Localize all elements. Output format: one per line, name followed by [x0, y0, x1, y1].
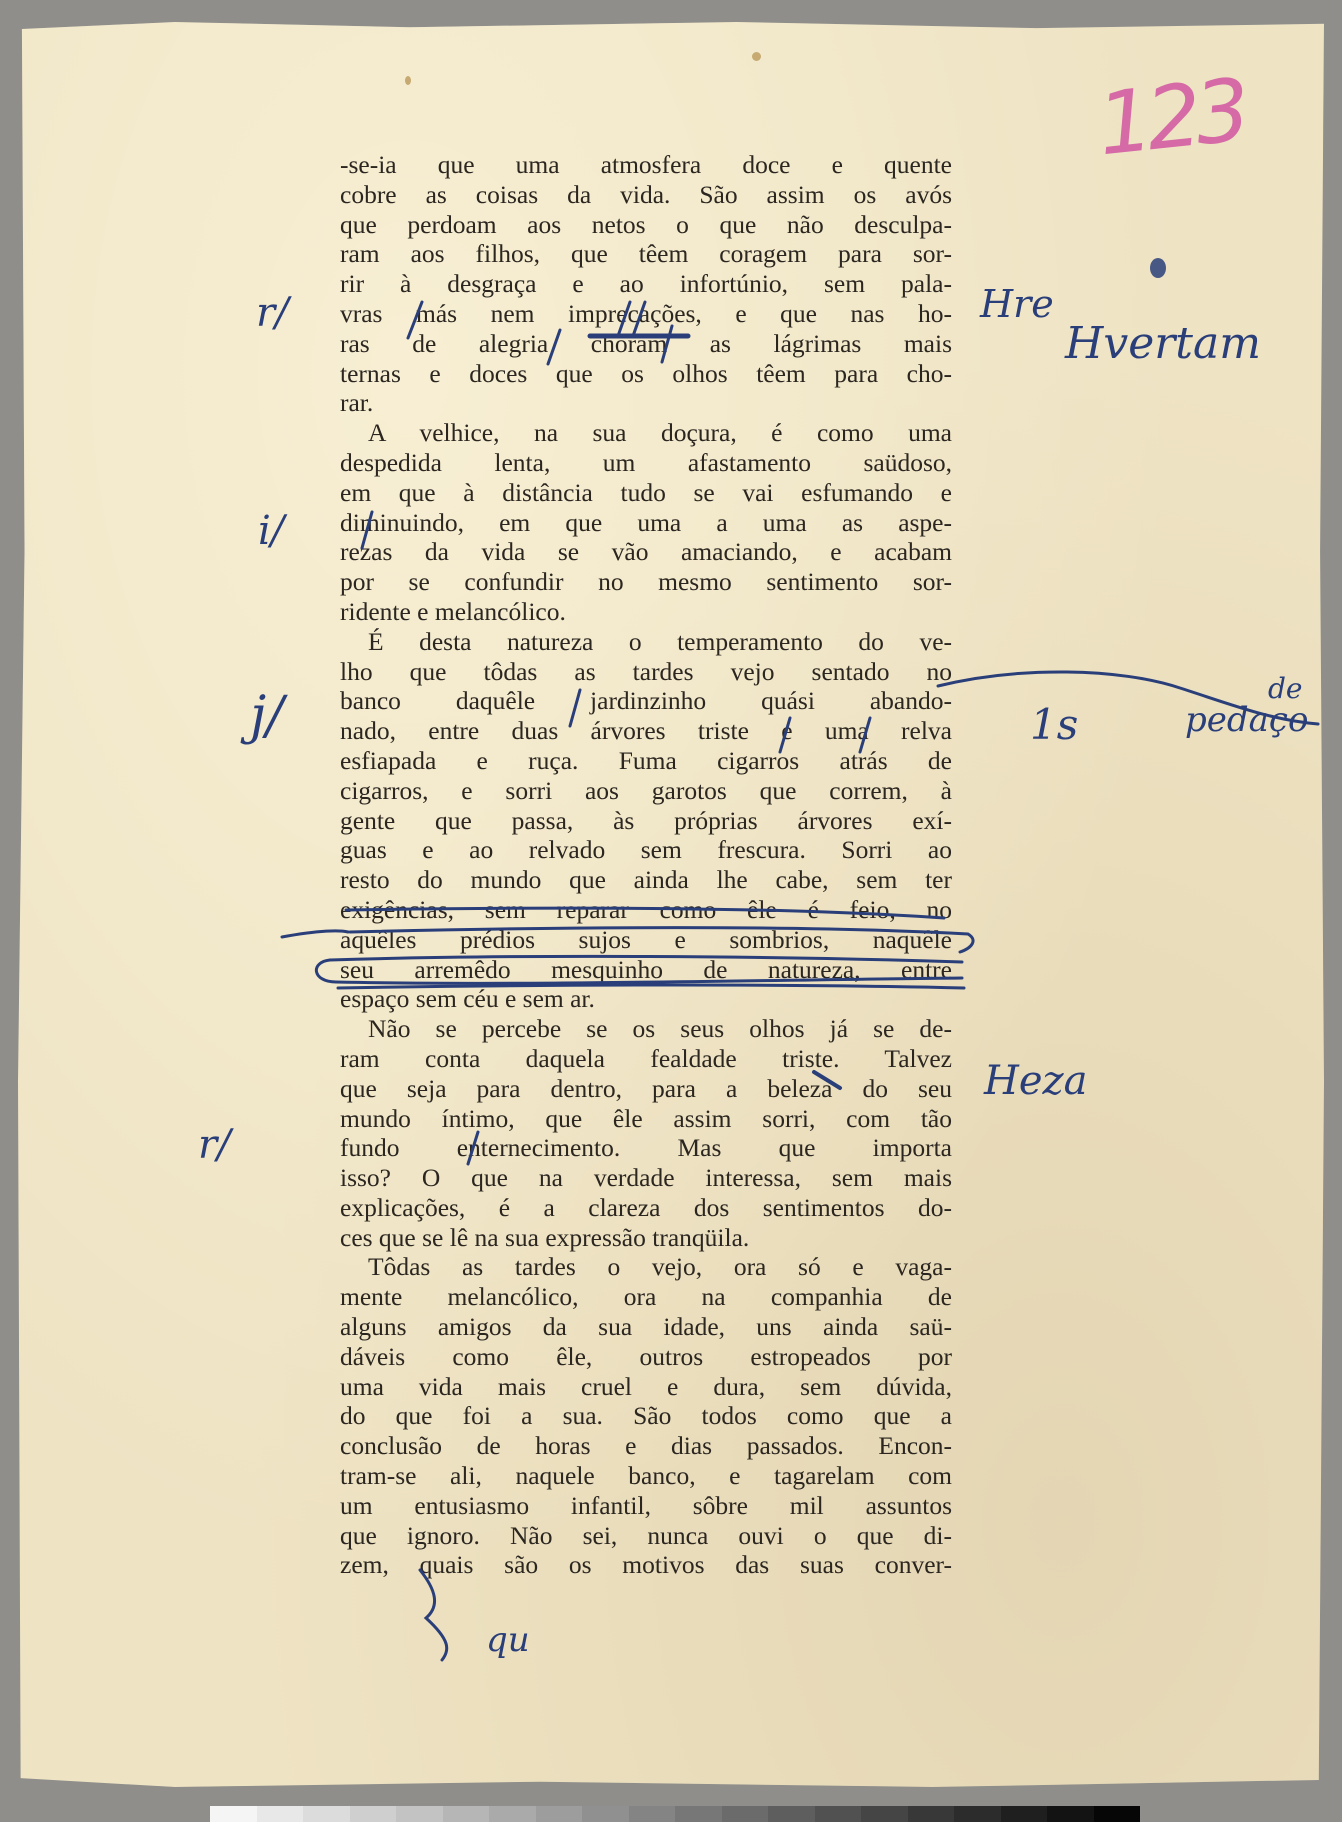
margin-mark: r/: [198, 1122, 231, 1168]
text-line: esfiapada e ruça. Fuma cigarros atrás de: [340, 745, 952, 775]
text-line: uma vida mais cruel e dura, sem dúvida,: [340, 1371, 952, 1401]
text-line: guas e ao relvado sem frescura. Sorri ao: [340, 835, 952, 865]
text-line: ram conta daquela fealdade triste. Talvez: [340, 1043, 952, 1073]
text-line: seu arremêdo mesquinho de natureza, entre: [340, 954, 952, 984]
text-line: aquêles prédios sujos e sombrios, naquêle: [340, 924, 952, 954]
text-line: que ignoro. Não sei, nunca ouvi o que di-: [340, 1520, 952, 1550]
margin-note: 1s: [1030, 700, 1079, 749]
text-line: nado, entre duas árvores triste e uma relva: [340, 716, 952, 746]
margin-note: de: [1268, 672, 1303, 705]
text-line: em que à distância tudo se vai esfumando e: [340, 477, 952, 507]
margin-note: Hre: [980, 282, 1054, 326]
text-line: Não se percebe se os seus olhos já se de-: [368, 1014, 952, 1044]
text-line: ridente e melancólico.: [340, 596, 566, 626]
text-line: ram aos filhos, que têem coragem para sor-: [340, 239, 952, 269]
text-line: por se confundir no mesmo sentimento sor-: [340, 567, 952, 597]
text-line: um entusiasmo infantil, sôbre mil assuntos: [340, 1490, 952, 1520]
body-text: [340, 150, 952, 1580]
paper-stain: [752, 52, 761, 61]
margin-note: Heza: [984, 1058, 1088, 1104]
text-line: fundo enternecimento. Mas que importa: [340, 1133, 952, 1163]
margin-mark: i/: [258, 508, 285, 554]
text-line: isso? O que na verdade interessa, sem mais: [340, 1163, 952, 1193]
text-line: mundo íntimo, que êle assim sorri, com tão: [340, 1103, 952, 1133]
text-line: que seja para dentro, para a beleza do seu: [340, 1073, 952, 1103]
text-line: cobre as coisas da vida. São assim os avós: [340, 179, 952, 209]
page-number: 123: [1093, 60, 1249, 176]
text-line: tram-se ali, naquele banco, e tagarelam com: [340, 1461, 952, 1491]
paper-stain: [405, 76, 411, 85]
text-line: despedida lenta, um afastamento saüdoso,: [340, 447, 952, 477]
text-line: do que foi a sua. São todos como que a: [340, 1401, 952, 1431]
text-line: cigarros, e sorri aos garotos que correm, à: [340, 775, 952, 805]
text-line: resto do mundo que ainda lhe cabe, sem ter: [340, 865, 952, 895]
margin-note: qu: [486, 1620, 530, 1660]
text-line: A velhice, na sua doçura, é como uma: [368, 418, 952, 448]
text-line: rezas da vida se vão amaciando, e acabam: [340, 537, 952, 567]
text-line: mente melancólico, ora na companhia de: [340, 1282, 952, 1312]
margin-note: Hvertam: [1065, 318, 1261, 369]
text-line: espaço sem céu e sem ar.: [340, 984, 595, 1014]
text-line: alguns amigos da sua idade, uns ainda saü-: [340, 1312, 952, 1342]
ink-blot: [1150, 258, 1166, 278]
text-line: explicações, é a clareza dos sentimentos do-: [340, 1192, 952, 1222]
text-line: zem, quais são os motivos das suas conver-: [340, 1550, 952, 1580]
text-line: dáveis como êle, outros estropeados por: [340, 1341, 952, 1371]
margin-mark: r/: [256, 290, 289, 336]
text-line: -se-ia que uma atmosfera doce e quente: [340, 150, 952, 179]
text-line: rar.: [340, 388, 374, 418]
text-line: exigências, sem reparar como êle é feio, no: [340, 894, 952, 924]
text-line: diminuindo, em que uma a uma as aspe-: [340, 507, 952, 537]
gray-scale-strip: [210, 1806, 1140, 1822]
text-line: ternas e doces que os olhos têem para cho-: [340, 358, 952, 388]
text-line: É desta natureza o temperamento do ve-: [368, 626, 952, 656]
text-line: rir à desgraça e ao infortúnio, sem pala-: [340, 269, 952, 299]
text-line: gente que passa, às próprias árvores exí-: [340, 805, 952, 835]
text-line: ras de alegria choram as lágrimas mais: [340, 328, 952, 358]
text-line: conclusão de horas e dias passados. Encon-: [340, 1431, 952, 1461]
text-line: ces que se lê na sua expressão tranqüila.: [340, 1222, 750, 1252]
margin-mark: j/: [250, 686, 284, 746]
text-line: vras más nem imprecações, e que nas ho-: [340, 298, 952, 328]
text-line: Tôdas as tardes o vejo, ora só e vaga-: [368, 1252, 952, 1282]
text-line: que perdoam aos netos o que não desculpa-: [340, 209, 952, 239]
text-line: lho que tôdas as tardes vejo sentado no: [340, 656, 952, 686]
margin-note: pedaço: [1185, 700, 1309, 740]
text-line: banco daquêle jardinzinho quási abando-: [340, 686, 952, 716]
